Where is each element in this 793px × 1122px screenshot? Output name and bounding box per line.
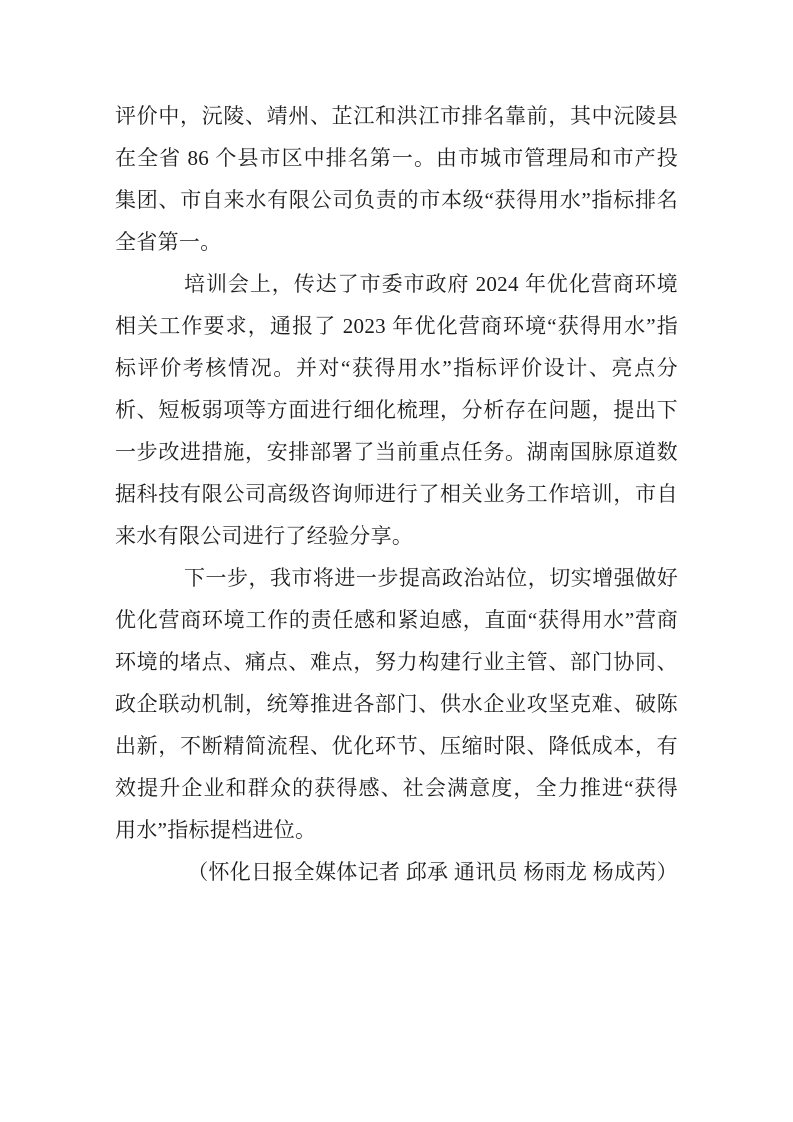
paragraph-ranking: 评价中，沅陵、靖州、芷江和洪江市排名靠前，其中沅陵县在全省 86 个县市区中排名第一。由市城市管理局和市产投集团、市自来水有限公司负责的市本级“获得用水”指标排名全省第一。 <box>115 104 678 254</box>
document-body <box>115 95 678 893</box>
paragraph-next-steps: 下一步，我市将进一步提高政治站位，切实增强做好优化营商环境工作的责任感和紧迫感，直面“获得用水”营商环境的堵点、痛点、难点，努力构建行业主管、部门协同、政企联动机制，统筹推进各部门、供水企业攻坚克难、破陈出新，不断精简流程、优化环节、压缩时限、降低成本，有效提升企业和群众的获得感、社会满意度，全力推进“获得用水”指标提档进位。 <box>115 566 678 842</box>
paragraph-training-meeting: 培训会上，传达了市委市政府 2024 年优化营商环境相关工作要求，通报了 2023 年优化营商环境“获得用水”指标评价考核情况。并对“获得用水”指标评价设计、亮点分析、短板弱项等方面进行细化梳理，分析存在问题，提出下一步改进措施，安排部署了当前重点任务。湖南国脉原道数据科技有限公司高级咨询师进行了相关业务工作培训，市自来水有限公司进行了经验分享。 <box>115 272 678 548</box>
byline: （怀化日报全媒体记者 邱承 通讯员 杨雨龙 杨成芮） <box>187 860 678 884</box>
